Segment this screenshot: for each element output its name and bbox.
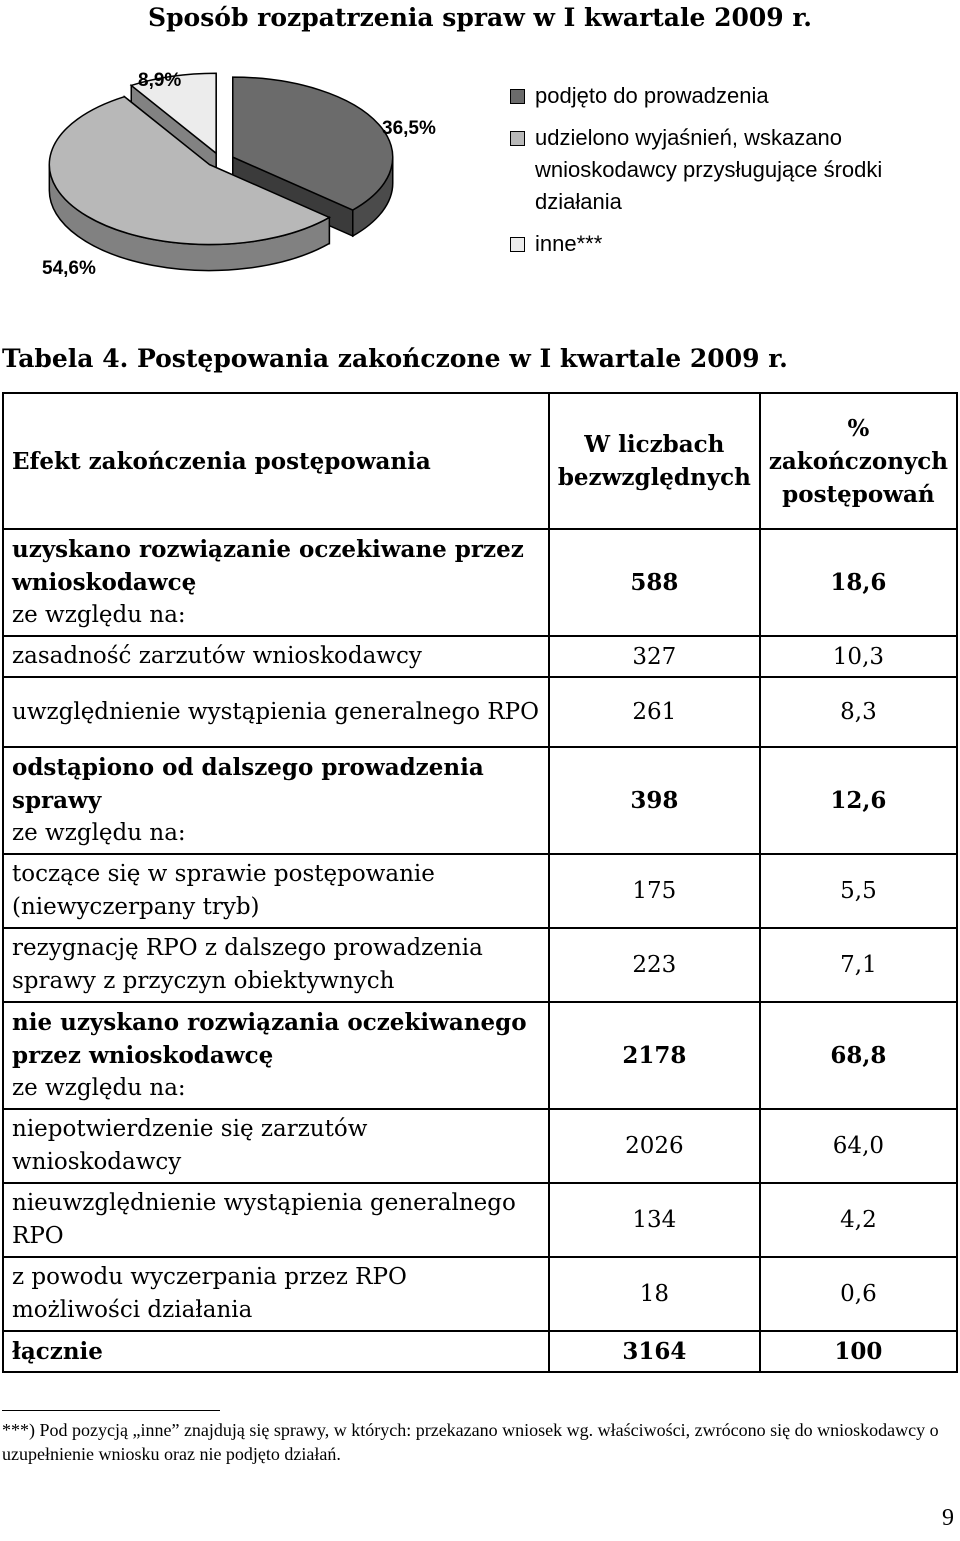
header-effect: Efekt zakończenia postępowania — [3, 393, 549, 529]
row-count: 134 — [549, 1183, 760, 1257]
legend-label: inne*** — [535, 231, 603, 256]
row-percent: 4,2 — [760, 1183, 957, 1257]
legend-item-udzielono — [510, 122, 950, 218]
row-label-main: uzyskano rozwiązanie oczekiwane przez wnioskodawcę — [12, 536, 524, 596]
chart-title: Sposób rozpatrzenia spraw w I kwartale 2009 r. — [148, 3, 812, 32]
chart-legend — [510, 80, 950, 270]
legend-item-podjeto — [510, 80, 950, 112]
table-row — [3, 854, 957, 928]
pie-label-udzielono: 54,6% — [42, 258, 96, 279]
table-row — [3, 677, 957, 747]
row-percent: 10,3 — [760, 636, 957, 677]
row-percent: 7,1 — [760, 928, 957, 1002]
row-percent: 18,6 — [760, 529, 957, 636]
table-row — [3, 747, 957, 854]
legend-item-inne — [510, 228, 950, 260]
row-label — [3, 529, 549, 636]
pie-chart — [30, 60, 430, 290]
page-number: 9 — [942, 1505, 954, 1531]
legend-swatch — [510, 131, 525, 146]
row-percent: 64,0 — [760, 1109, 957, 1183]
row-percent: 0,6 — [760, 1257, 957, 1331]
row-count: 2026 — [549, 1109, 760, 1183]
legend-swatch — [510, 89, 525, 104]
table-row — [3, 636, 957, 677]
row-count: 3164 — [549, 1331, 760, 1372]
row-label: uwzględnienie wystąpienia generalnego RPO — [3, 677, 549, 747]
pie-label-podjeto: 36,5% — [382, 118, 436, 139]
row-percent: 5,5 — [760, 854, 957, 928]
table-row-total — [3, 1331, 957, 1372]
row-label: z powodu wyczerpania przez RPO możliwości działania — [3, 1257, 549, 1331]
pie-label-inne: 8,9% — [138, 70, 182, 91]
row-percent: 12,6 — [760, 747, 957, 854]
table-row — [3, 1257, 957, 1331]
table-header-row — [3, 393, 957, 529]
table-title: Tabela 4. Postępowania zakończone w I kwartale 2009 r. — [2, 344, 788, 373]
header-count: W liczbach bezwzględnych — [549, 393, 760, 529]
row-label — [3, 1002, 549, 1109]
row-count: 261 — [549, 677, 760, 747]
footnote-rule — [2, 1410, 220, 1411]
results-table — [2, 392, 958, 1373]
row-label-main: nie uzyskano rozwiązania oczekiwanego przez wnioskodawcę — [12, 1009, 527, 1069]
row-label: toczące się w sprawie postępowanie (niewyczerpany tryb) — [3, 854, 549, 928]
row-label: łącznie — [3, 1331, 549, 1372]
table-row — [3, 1002, 957, 1109]
row-percent: 68,8 — [760, 1002, 957, 1109]
row-label-sub: ze względu na: — [12, 820, 186, 846]
row-percent: 8,3 — [760, 677, 957, 747]
row-label-sub: ze względu na: — [12, 1075, 186, 1101]
row-count: 2178 — [549, 1002, 760, 1109]
row-count: 398 — [549, 747, 760, 854]
footnote: ***) Pod pozycją „inne” znajdują się sprawy, w których: przekazano wniosek wg. właściwości, zwrócono się do wnioskodawcy o uzupełnienie wniosku oraz nie podjęto działań. — [2, 1420, 939, 1464]
legend-label: podjęto do prowadzenia — [535, 83, 769, 108]
row-percent: 100 — [760, 1331, 957, 1372]
header-percent: % zakończonych postępowań — [760, 393, 957, 529]
table-row — [3, 529, 957, 636]
legend-swatch — [510, 237, 525, 252]
row-label: zasadność zarzutów wnioskodawcy — [3, 636, 549, 677]
row-count: 588 — [549, 529, 760, 636]
table-row — [3, 1183, 957, 1257]
row-label: rezygnację RPO z dalszego prowadzenia sprawy z przyczyn obiektywnych — [3, 928, 549, 1002]
row-count: 18 — [549, 1257, 760, 1331]
row-label-sub: ze względu na: — [12, 602, 186, 628]
row-label: nieuwzględnienie wystąpienia generalnego RPO — [3, 1183, 549, 1257]
row-count: 223 — [549, 928, 760, 1002]
row-label — [3, 747, 549, 854]
row-count: 327 — [549, 636, 760, 677]
table-row — [3, 928, 957, 1002]
table-row — [3, 1109, 957, 1183]
row-label-main: odstąpiono od dalszego prowadzenia sprawy — [12, 754, 484, 814]
row-label: niepotwierdzenie się zarzutów wnioskodawcy — [3, 1109, 549, 1183]
legend-label: udzielono wyjaśnień, wskazano wnioskodawcy przysługujące środki działania — [535, 125, 883, 214]
row-count: 175 — [549, 854, 760, 928]
